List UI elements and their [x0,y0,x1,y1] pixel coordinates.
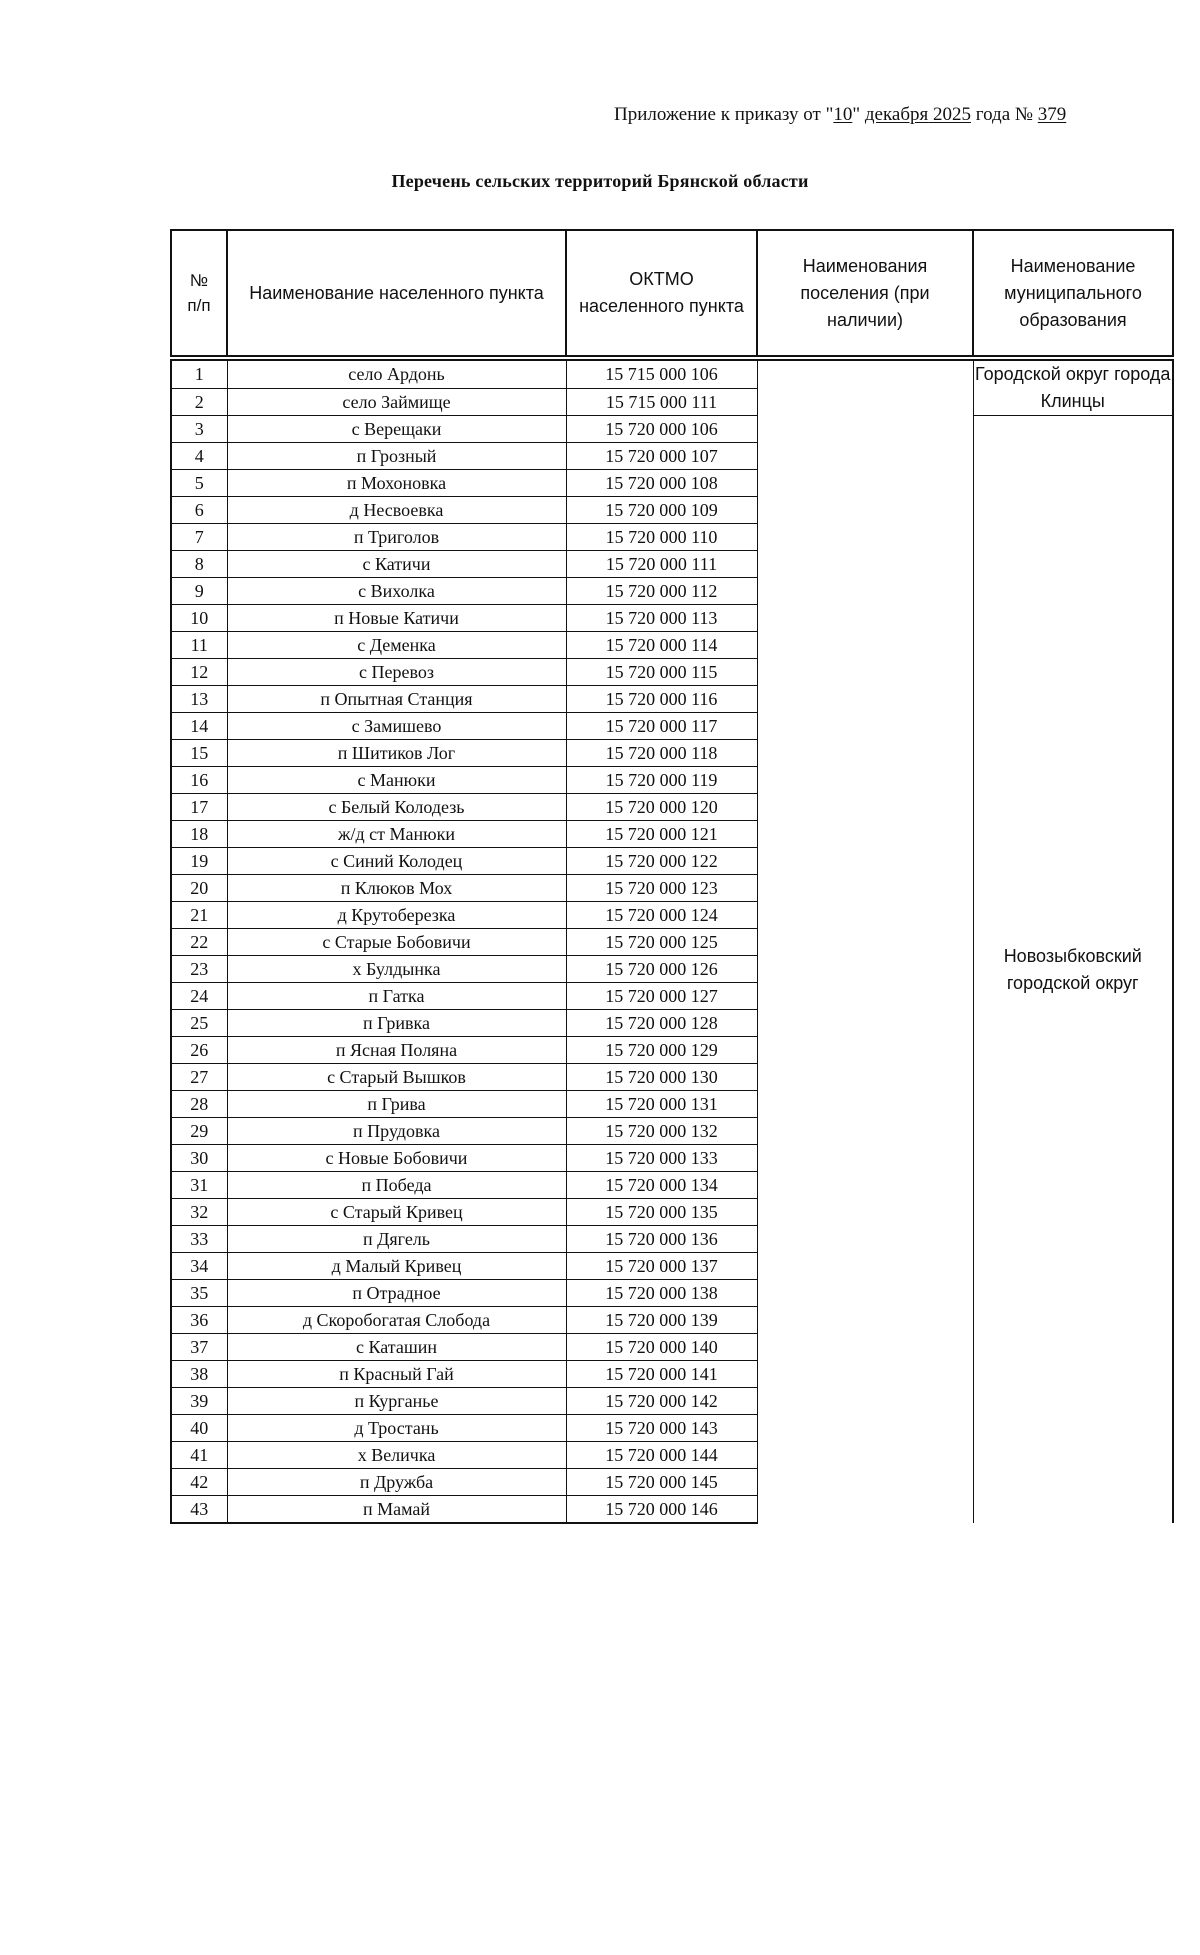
settlement-name: ж/д ст Манюки [227,821,566,848]
settlement-name: п Грозный [227,443,566,470]
oktmo-code: 15 720 000 138 [566,1280,757,1307]
column-header-oktmo-line1: ОКТМО [629,269,694,289]
row-number: 12 [171,659,227,686]
oktmo-code: 15 720 000 119 [566,767,757,794]
oktmo-code: 15 720 000 139 [566,1307,757,1334]
settlement-name: с Деменка [227,632,566,659]
appendix-mid: " [852,104,865,125]
settlement-name: п Триголов [227,524,566,551]
column-header-number-line2: п/п [187,296,211,315]
settlement-name: с Верещаки [227,416,566,443]
settlement-name: х Величка [227,1442,566,1469]
settlement-name: с Катичи [227,551,566,578]
row-number: 8 [171,551,227,578]
settlement-name: п Победа [227,1172,566,1199]
row-number: 31 [171,1172,227,1199]
appendix-month: декабря [864,104,929,125]
oktmo-code: 15 720 000 107 [566,443,757,470]
row-number: 43 [171,1496,227,1524]
row-number: 15 [171,740,227,767]
table-header [170,229,1174,357]
oktmo-code: 15 720 000 116 [566,686,757,713]
row-number: 28 [171,1091,227,1118]
appendix-day: 10 [833,104,853,125]
oktmo-code: 15 720 000 126 [566,956,757,983]
oktmo-code: 15 720 000 118 [566,740,757,767]
row-number: 21 [171,902,227,929]
row-number: 18 [171,821,227,848]
row-number: 27 [171,1064,227,1091]
settlement-name: п Грива [227,1091,566,1118]
row-number: 24 [171,983,227,1010]
oktmo-code: 15 720 000 121 [566,821,757,848]
oktmo-code: 15 720 000 125 [566,929,757,956]
row-number: 34 [171,1253,227,1280]
row-number: 17 [171,794,227,821]
settlement-name: с Замишево [227,713,566,740]
row-number: 5 [171,470,227,497]
oktmo-code: 15 720 000 112 [566,578,757,605]
settlement-name: д Скоробогатая Слобода [227,1307,566,1334]
settlement-name: п Опытная Станция [227,686,566,713]
settlement-name: д Малый Кривец [227,1253,566,1280]
oktmo-code: 15 715 000 106 [566,360,757,388]
row-number: 39 [171,1388,227,1415]
row-number: 23 [171,956,227,983]
oktmo-code: 15 715 000 111 [566,388,757,416]
oktmo-code: 15 720 000 115 [566,659,757,686]
oktmo-code: 15 720 000 120 [566,794,757,821]
row-number: 41 [171,1442,227,1469]
column-header-number [171,230,227,356]
oktmo-code: 15 720 000 108 [566,470,757,497]
settlement-name: п Курганье [227,1388,566,1415]
oktmo-code: 15 720 000 111 [566,551,757,578]
oktmo-code: 15 720 000 123 [566,875,757,902]
settlements-table-body [171,360,1173,1523]
settlement-name: п Мохоновка [227,470,566,497]
column-header-number-line1: № [189,271,209,290]
settlement-name: с Перевоз [227,659,566,686]
settlements-table [170,359,1174,1524]
row-number: 16 [171,767,227,794]
settlement-cell [757,360,973,1523]
row-number: 10 [171,605,227,632]
settlement-name: п Гривка [227,1010,566,1037]
oktmo-code: 15 720 000 144 [566,1442,757,1469]
appendix-year: 2025 [933,104,971,125]
document-title: Перечень сельских территорий Брянской области [391,171,809,191]
settlement-name: д Крутоберезка [227,902,566,929]
row-number: 32 [171,1199,227,1226]
settlement-name: п Дружба [227,1469,566,1496]
row-number: 42 [171,1469,227,1496]
appendix-suffix: года № [971,104,1038,125]
settlement-name: д Несвоевка [227,497,566,524]
settlement-name: х Булдынка [227,956,566,983]
row-number: 11 [171,632,227,659]
settlement-name: с Манюки [227,767,566,794]
oktmo-code: 15 720 000 110 [566,524,757,551]
settlement-name: п Отрадное [227,1280,566,1307]
settlement-name: п Мамай [227,1496,566,1524]
settlement-name: п Новые Катичи [227,605,566,632]
table-row [171,360,1173,388]
settlement-name: с Вихолка [227,578,566,605]
row-number: 2 [171,388,227,416]
oktmo-code: 15 720 000 142 [566,1388,757,1415]
row-number: 14 [171,713,227,740]
row-number: 40 [171,1415,227,1442]
row-number: 19 [171,848,227,875]
settlement-name: п Шитиков Лог [227,740,566,767]
oktmo-code: 15 720 000 113 [566,605,757,632]
settlement-name: п Ясная Поляна [227,1037,566,1064]
row-number: 37 [171,1334,227,1361]
oktmo-code: 15 720 000 128 [566,1010,757,1037]
row-number: 6 [171,497,227,524]
oktmo-code: 15 720 000 135 [566,1199,757,1226]
column-header-name: Наименование населенного пункта [227,230,566,356]
oktmo-code: 15 720 000 133 [566,1145,757,1172]
oktmo-code: 15 720 000 134 [566,1172,757,1199]
row-number: 13 [171,686,227,713]
settlement-name: п Клюков Мох [227,875,566,902]
settlement-name: с Новые Бобовичи [227,1145,566,1172]
settlement-name: с Синий Колодец [227,848,566,875]
settlement-name: село Займище [227,388,566,416]
oktmo-code: 15 720 000 129 [566,1037,757,1064]
settlement-name: п Гатка [227,983,566,1010]
municipality-novozybkov: Новозыбковский городской округ [973,416,1173,1524]
oktmo-code: 15 720 000 143 [566,1415,757,1442]
appendix-number: 379 [1037,104,1067,125]
row-number: 33 [171,1226,227,1253]
appendix-line [614,104,1066,126]
settlement-name: с Старый Вышков [227,1064,566,1091]
settlement-name: с Старый Кривец [227,1199,566,1226]
municipality-klintsy: Городской округ города Клинцы [973,360,1173,416]
row-number: 4 [171,443,227,470]
row-number: 3 [171,416,227,443]
appendix-prefix: Приложение к приказу от " [614,104,834,125]
oktmo-code: 15 720 000 109 [566,497,757,524]
row-number: 38 [171,1361,227,1388]
oktmo-code: 15 720 000 127 [566,983,757,1010]
settlement-name: с Старые Бобовичи [227,929,566,956]
row-number: 30 [171,1145,227,1172]
settlement-name: д Тростань [227,1415,566,1442]
oktmo-code: 15 720 000 137 [566,1253,757,1280]
oktmo-code: 15 720 000 131 [566,1091,757,1118]
oktmo-code: 15 720 000 132 [566,1118,757,1145]
row-number: 22 [171,929,227,956]
row-number: 29 [171,1118,227,1145]
row-number: 35 [171,1280,227,1307]
settlement-name: с Белый Колодезь [227,794,566,821]
column-header-oktmo [566,230,757,356]
oktmo-code: 15 720 000 117 [566,713,757,740]
oktmo-code: 15 720 000 136 [566,1226,757,1253]
settlement-name: с Каташин [227,1334,566,1361]
row-number: 26 [171,1037,227,1064]
settlement-name: п Прудовка [227,1118,566,1145]
oktmo-code: 15 720 000 146 [566,1496,757,1524]
settlement-name: п Дягель [227,1226,566,1253]
row-number: 20 [171,875,227,902]
oktmo-code: 15 720 000 122 [566,848,757,875]
settlement-name: п Красный Гай [227,1361,566,1388]
table-row [171,416,1173,443]
oktmo-code: 15 720 000 106 [566,416,757,443]
column-header-settlement: Наименования поселения (при наличии) [757,230,973,356]
column-header-municipality: Наименование муниципального образования [973,230,1173,356]
row-number: 9 [171,578,227,605]
oktmo-code: 15 720 000 124 [566,902,757,929]
column-header-oktmo-line2: населенного пункта [579,296,744,316]
settlement-name: село Ардонь [227,360,566,388]
oktmo-code: 15 720 000 141 [566,1361,757,1388]
row-number: 36 [171,1307,227,1334]
row-number: 25 [171,1010,227,1037]
row-number: 1 [171,360,227,388]
oktmo-code: 15 720 000 140 [566,1334,757,1361]
row-number: 7 [171,524,227,551]
oktmo-code: 15 720 000 130 [566,1064,757,1091]
oktmo-code: 15 720 000 114 [566,632,757,659]
oktmo-code: 15 720 000 145 [566,1469,757,1496]
